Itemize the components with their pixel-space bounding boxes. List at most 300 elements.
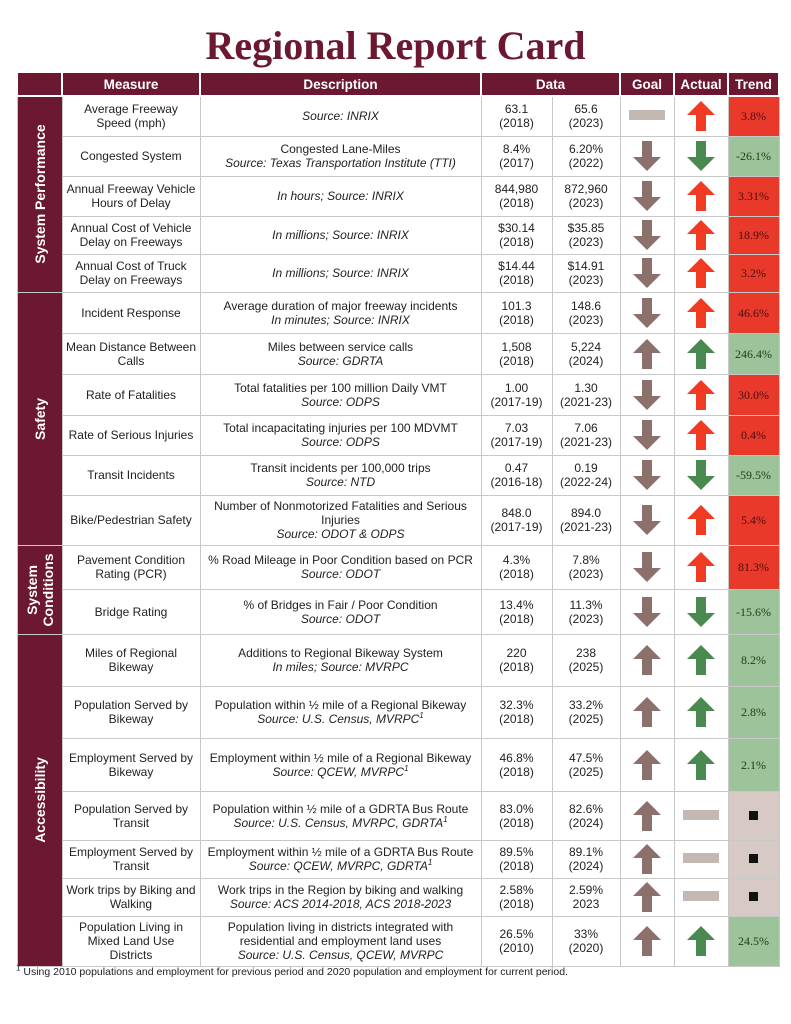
data-value: 1.30	[574, 380, 598, 395]
actual-cell	[674, 791, 728, 840]
arrow-up-brown-icon	[632, 749, 662, 781]
trend-cell	[728, 840, 779, 878]
data-value: 13.4%	[499, 597, 534, 612]
data-current-cell	[552, 216, 620, 254]
measure-cell: Transit Incidents	[62, 455, 200, 495]
table-row	[17, 176, 779, 216]
arrow-up-green-icon	[686, 338, 716, 370]
data-value: 33%	[573, 927, 599, 941]
data-period: (2023)	[568, 235, 604, 249]
data-previous-cell	[481, 495, 552, 545]
measure-cell: Population Served by Bikeway	[62, 686, 200, 738]
actual-cell	[674, 254, 728, 292]
data-previous-cell	[481, 333, 552, 374]
table-row	[17, 686, 779, 738]
data-previous-cell	[481, 415, 552, 455]
no-change-square-icon	[749, 811, 758, 820]
table-row	[17, 216, 779, 254]
goal-cell	[620, 686, 674, 738]
arrow-down-brown-icon	[632, 596, 662, 628]
data-period: (2024)	[568, 859, 604, 873]
data-period: (2023)	[568, 611, 604, 626]
actual-cell	[674, 136, 728, 176]
goal-cell	[620, 292, 674, 333]
data-current-cell	[552, 791, 620, 840]
description-cell	[200, 455, 481, 495]
data-period: (2020)	[568, 941, 604, 955]
measure-cell: Population Living in Mixed Land Use Districts	[62, 916, 200, 966]
trend-cell	[728, 96, 779, 136]
data-value: 7.06	[574, 421, 598, 435]
table-row	[17, 791, 779, 840]
data-period: (2022)	[568, 156, 604, 170]
source-text: Source: QCEW, MVRPC	[272, 764, 405, 779]
description-cell	[200, 415, 481, 455]
header-actual: Actual	[674, 72, 728, 96]
arrow-down-brown-icon	[632, 219, 662, 251]
trend-cell	[728, 589, 779, 634]
data-period: (2018)	[499, 611, 534, 626]
trend-value: 0.4%	[741, 428, 767, 442]
data-value: 8.4%	[502, 142, 531, 156]
arrow-down-green-icon	[686, 459, 716, 491]
description-cell	[200, 374, 481, 415]
source-line	[204, 816, 478, 830]
arrow-down-green-icon	[686, 140, 716, 172]
arrow-up-red-icon	[686, 504, 716, 536]
arrow-up-brown-icon	[632, 696, 662, 728]
data-period: (2023)	[568, 567, 604, 581]
footnote-ref: 1	[427, 858, 433, 867]
goal-cell	[620, 495, 674, 545]
arrow-up-brown-icon	[632, 843, 662, 875]
data-period: (2018)	[499, 196, 534, 210]
footnote-ref: 1	[404, 763, 409, 773]
trend-value: 3.8%	[741, 109, 767, 124]
section-label: Safety	[31, 397, 48, 440]
data-period: (2017-19)	[490, 435, 543, 449]
description-cell	[200, 176, 481, 216]
actual-cell	[674, 415, 728, 455]
trend-value: 30.0%	[738, 387, 770, 402]
trend-value: 81.3%	[738, 560, 770, 574]
header-row	[17, 72, 779, 96]
measure-cell: Annual Freeway Vehicle Hours of Delay	[62, 176, 200, 216]
section-label: System Conditions	[23, 552, 56, 627]
data-period: (2024)	[568, 815, 604, 830]
description-cell	[200, 840, 481, 878]
actual-cell	[674, 916, 728, 966]
data-value: 46.8%	[499, 750, 534, 765]
data-current-cell	[552, 136, 620, 176]
description-text: Population living in districts integrated with residential and employment land uses	[227, 920, 454, 948]
description-cell	[200, 634, 481, 686]
data-value: 47.5%	[568, 750, 604, 765]
description-text: Employment within ½ mile of a GDRTA Bus Route	[207, 845, 474, 859]
actual-cell	[674, 292, 728, 333]
goal-cell	[620, 176, 674, 216]
data-period: (2018)	[499, 235, 534, 249]
footnote-text: Using 2010 populations and employment for previous period and 2020 population and employment for current period.	[23, 966, 568, 978]
goal-cell	[620, 455, 674, 495]
trend-cell	[728, 374, 779, 415]
data-value: 33.2%	[568, 698, 604, 712]
source-text: Source: NTD	[305, 475, 376, 489]
data-value: 0.47	[504, 461, 529, 475]
header-description: Description	[200, 72, 481, 96]
data-period: (2018)	[499, 712, 534, 726]
data-period: (2018)	[499, 312, 534, 327]
measure-cell: Rate of Fatalities	[62, 374, 200, 415]
trend-value: 46.6%	[738, 305, 770, 320]
description-text: Number of Nonmotorized Fatalities and Serious Injuries	[214, 499, 467, 527]
data-current-cell	[552, 878, 620, 916]
header-measure: Measure	[62, 72, 200, 96]
data-period: (2018)	[499, 567, 534, 581]
data-period: (2023)	[568, 273, 604, 287]
data-period: (2018)	[499, 353, 534, 368]
data-period: (2025)	[568, 712, 604, 726]
measure-cell: Average Freeway Speed (mph)	[62, 96, 200, 136]
trend-value: -26.1%	[736, 149, 772, 163]
data-period: (2018)	[499, 116, 534, 131]
section-label: System Performance	[31, 124, 48, 264]
data-period: (2023)	[568, 196, 604, 210]
data-previous-cell	[481, 634, 552, 686]
measure-cell: Pavement Condition Rating (PCR)	[62, 545, 200, 589]
actual-cell	[674, 634, 728, 686]
trend-value: 246.4%	[735, 346, 773, 361]
goal-cell	[620, 96, 674, 136]
data-value: 844,980	[494, 182, 539, 196]
page-title: Regional Report Card	[205, 23, 586, 68]
actual-cell	[674, 216, 728, 254]
footnote-ref: 1	[419, 711, 424, 720]
data-current-cell	[552, 589, 620, 634]
data-previous-cell	[481, 374, 552, 415]
goal-cell	[620, 791, 674, 840]
data-current-cell	[552, 254, 620, 292]
measure-cell: Population Served by Transit	[62, 791, 200, 840]
arrow-up-red-icon	[686, 419, 716, 451]
arrow-up-brown-icon	[632, 881, 662, 913]
header-goal: Goal	[620, 72, 674, 96]
dash-icon	[683, 891, 719, 901]
arrow-down-brown-icon	[632, 140, 662, 172]
arrow-up-red-icon	[686, 379, 716, 411]
source-text: In minutes; Source: INRIX	[271, 312, 410, 327]
arrow-up-brown-icon	[632, 338, 662, 370]
report-card-table	[16, 71, 780, 967]
trend-cell	[728, 415, 779, 455]
trend-cell	[728, 176, 779, 216]
source-text: Source: ODOT	[300, 567, 381, 581]
measure-cell: Work trips by Biking and Walking	[62, 878, 200, 916]
trend-value: 3.31%	[738, 189, 770, 203]
actual-cell	[674, 333, 728, 374]
goal-cell	[620, 254, 674, 292]
data-period: (2017-19)	[490, 394, 543, 409]
arrow-up-brown-icon	[632, 925, 662, 957]
data-value: 2.59%	[568, 883, 604, 897]
section-label-cell	[17, 292, 62, 545]
data-value: 0.19	[574, 461, 598, 475]
data-value: 5,224	[570, 339, 602, 354]
trend-cell	[728, 686, 779, 738]
measure-cell: Congested System	[62, 136, 200, 176]
goal-cell	[620, 545, 674, 589]
actual-cell	[674, 374, 728, 415]
description-cell	[200, 254, 481, 292]
data-current-cell	[552, 495, 620, 545]
data-current-cell	[552, 176, 620, 216]
data-value: 894.0	[570, 506, 602, 520]
dash-icon	[683, 853, 719, 863]
arrow-up-red-icon	[686, 551, 716, 583]
trend-value: 2.8%	[741, 705, 767, 719]
data-period: (2024)	[568, 353, 604, 368]
arrow-up-red-icon	[686, 219, 716, 251]
source-text: Source: ODOT	[300, 611, 381, 626]
data-period: (2016-18)	[490, 475, 543, 489]
data-value: 1,508	[501, 339, 532, 354]
trend-value: 5.4%	[741, 513, 767, 527]
footnote-ref: 1	[443, 814, 448, 824]
table-row	[17, 840, 779, 878]
description-cell	[200, 589, 481, 634]
arrow-down-brown-icon	[632, 551, 662, 583]
description-text: Total incapacitating injuries per 100 MDVMT	[223, 421, 458, 435]
table-row	[17, 136, 779, 176]
actual-cell	[674, 176, 728, 216]
source-text: In millions; Source: INRIX	[272, 266, 409, 280]
data-value: 82.6%	[568, 801, 604, 816]
data-previous-cell	[481, 791, 552, 840]
description-text: Total fatalities per 100 million Daily VMT	[234, 380, 447, 395]
description-cell	[200, 686, 481, 738]
trend-cell	[728, 136, 779, 176]
trend-cell	[728, 254, 779, 292]
description-text: Additions to Regional Bikeway System	[238, 646, 443, 660]
trend-cell	[728, 292, 779, 333]
data-period: (2018)	[499, 815, 534, 830]
description-text: Miles between service calls	[267, 339, 414, 354]
dash-icon	[683, 810, 719, 820]
data-period: (2010)	[499, 941, 534, 955]
table-row	[17, 916, 779, 966]
data-previous-cell	[481, 686, 552, 738]
trend-value: 18.9%	[738, 228, 770, 242]
arrow-down-brown-icon	[632, 459, 662, 491]
actual-cell	[674, 840, 728, 878]
trend-value: 24.5%	[738, 934, 770, 948]
arrow-down-brown-icon	[632, 257, 662, 289]
data-period: (2017-19)	[490, 520, 543, 534]
trend-value: 3.2%	[741, 266, 767, 280]
data-current-cell	[552, 333, 620, 374]
description-text: Employment within ½ mile of a Regional Bikeway	[209, 750, 472, 765]
trend-cell	[728, 791, 779, 840]
actual-cell	[674, 96, 728, 136]
goal-cell	[620, 333, 674, 374]
data-current-cell	[552, 686, 620, 738]
description-cell	[200, 136, 481, 176]
table-row	[17, 878, 779, 916]
data-current-cell	[552, 415, 620, 455]
source-line	[204, 859, 478, 873]
data-period: (2023)	[568, 312, 604, 327]
footnote-mark: 1	[16, 963, 21, 973]
data-value: $30.14	[498, 221, 535, 235]
goal-cell	[620, 216, 674, 254]
description-text: % Road Mileage in Poor Condition based on PCR	[208, 553, 473, 567]
measure-cell: Bike/Pedestrian Safety	[62, 495, 200, 545]
data-current-cell	[552, 738, 620, 791]
arrow-up-red-icon	[686, 100, 716, 132]
data-previous-cell	[481, 916, 552, 966]
data-value: 101.3	[501, 298, 532, 313]
arrow-down-brown-icon	[632, 297, 662, 329]
source-text: Source: ODOT & ODPS	[276, 527, 405, 541]
section-label-cell	[17, 96, 62, 292]
source-text: In hours; Source: INRIX	[277, 189, 404, 203]
arrow-down-brown-icon	[632, 504, 662, 536]
source-text: In miles; Source: MVRPC	[272, 660, 409, 674]
source-text: Source: ODPS	[301, 435, 380, 449]
description-text: % of Bridges in Fair / Poor Condition	[243, 597, 438, 612]
arrow-up-green-icon	[686, 644, 716, 676]
description-cell	[200, 216, 481, 254]
source-text: In millions; Source: INRIX	[272, 228, 409, 242]
data-period: (2021-23)	[559, 435, 613, 449]
trend-value: 2.1%	[741, 757, 767, 772]
description-text: Transit incidents per 100,000 trips	[250, 461, 431, 475]
data-value: 848.0	[501, 506, 532, 520]
actual-cell	[674, 686, 728, 738]
description-cell	[200, 791, 481, 840]
description-cell	[200, 738, 481, 791]
arrow-up-brown-icon	[632, 644, 662, 676]
source-text: Source: QCEW, MVRPC, GDRTA	[248, 859, 428, 873]
table-row	[17, 254, 779, 292]
data-current-cell	[552, 374, 620, 415]
arrow-up-red-icon	[686, 297, 716, 329]
description-text: Population within ½ mile of a GDRTA Bus Route	[212, 801, 469, 816]
data-period: (2018)	[499, 273, 534, 287]
data-value: 4.3%	[502, 553, 531, 567]
source-text: Source: ODPS	[301, 394, 380, 409]
trend-cell	[728, 878, 779, 916]
table-row	[17, 333, 779, 374]
table-row	[17, 545, 779, 589]
measure-cell: Employment Served by Transit	[62, 840, 200, 878]
measure-cell: Miles of Regional Bikeway	[62, 634, 200, 686]
source-text: Source: GDRTA	[297, 353, 384, 368]
goal-cell	[620, 374, 674, 415]
table-row	[17, 455, 779, 495]
section-label: Accessibility	[31, 757, 48, 843]
source-text: Source: ACS 2014-2018, ACS 2018-2023	[229, 897, 452, 911]
arrow-up-green-icon	[686, 696, 716, 728]
data-current-cell	[552, 96, 620, 136]
source-text: Source: Texas Transportation Institute (TTI)	[225, 156, 456, 170]
data-value: 872,960	[564, 182, 608, 196]
data-current-cell	[552, 840, 620, 878]
arrow-up-green-icon	[686, 925, 716, 957]
trend-cell	[728, 495, 779, 545]
description-cell	[200, 545, 481, 589]
data-value: 11.3%	[569, 597, 603, 612]
source-text: Source: INRIX	[302, 109, 379, 124]
data-value: 63.1	[504, 102, 529, 117]
description-cell	[200, 916, 481, 966]
data-previous-cell	[481, 136, 552, 176]
data-value: $14.91	[567, 259, 605, 273]
arrow-down-brown-icon	[632, 379, 662, 411]
description-cell	[200, 292, 481, 333]
data-previous-cell	[481, 176, 552, 216]
actual-cell	[674, 738, 728, 791]
no-change-square-icon	[749, 854, 758, 863]
data-previous-cell	[481, 545, 552, 589]
measure-cell: Annual Cost of Truck Delay on Freeways	[62, 254, 200, 292]
table-row	[17, 374, 779, 415]
data-previous-cell	[481, 840, 552, 878]
data-value: 6.20%	[568, 142, 604, 156]
arrow-down-green-icon	[686, 596, 716, 628]
table-row	[17, 495, 779, 545]
data-current-cell	[552, 545, 620, 589]
source-line	[204, 765, 478, 779]
data-value: $35.85	[567, 221, 605, 235]
header-section	[17, 72, 62, 96]
goal-cell	[620, 634, 674, 686]
measure-cell: Annual Cost of Vehicle Delay on Freeways	[62, 216, 200, 254]
actual-cell	[674, 545, 728, 589]
data-period: (2021-23)	[559, 394, 613, 409]
description-text: Congested Lane-Miles	[280, 142, 401, 156]
measure-cell: Incident Response	[62, 292, 200, 333]
data-period: 2023	[572, 897, 600, 911]
source-text: Source: U.S. Census, MVRPC	[257, 712, 420, 726]
data-value: 148.6	[570, 298, 602, 313]
data-period: (2018)	[499, 660, 534, 674]
data-period: (2018)	[499, 859, 534, 873]
actual-cell	[674, 495, 728, 545]
data-value: 1.00	[504, 380, 529, 395]
trend-cell	[728, 545, 779, 589]
goal-cell	[620, 589, 674, 634]
data-value: 83.0%	[499, 801, 534, 816]
table-row	[17, 96, 779, 136]
data-current-cell	[552, 292, 620, 333]
description-cell	[200, 495, 481, 545]
data-period: (2021-23)	[559, 520, 613, 534]
data-period: (2018)	[499, 764, 534, 779]
no-change-square-icon	[749, 892, 758, 901]
arrow-up-brown-icon	[632, 800, 662, 832]
data-value: 7.03	[504, 421, 529, 435]
data-value: 26.5%	[499, 927, 534, 941]
measure-cell: Mean Distance Between Calls	[62, 333, 200, 374]
table-row	[17, 738, 779, 791]
trend-value: 8.2%	[741, 653, 767, 667]
trend-cell	[728, 738, 779, 791]
table-row	[17, 292, 779, 333]
section-label-cell	[17, 634, 62, 966]
description-cell	[200, 333, 481, 374]
data-previous-cell	[481, 96, 552, 136]
